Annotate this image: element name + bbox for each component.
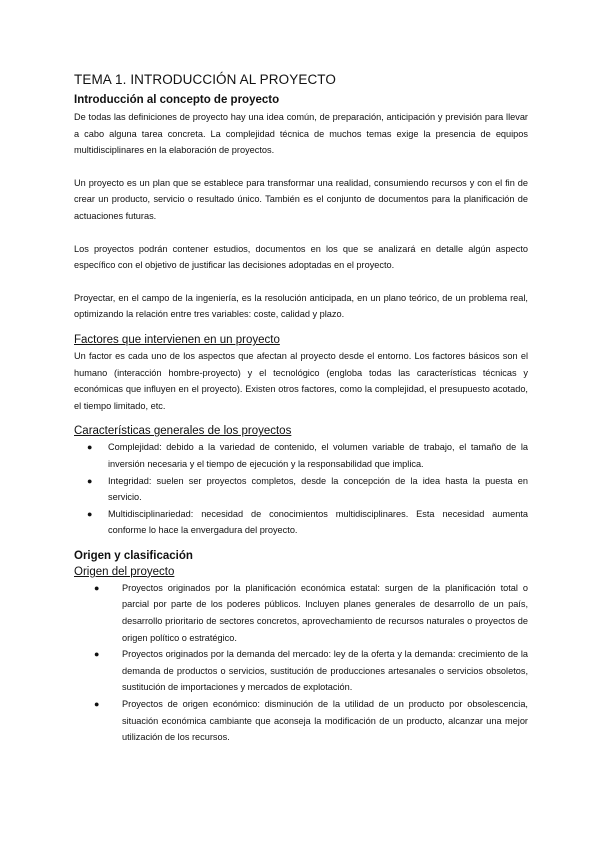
section-heading-origin-classification: Origen y clasificación [74,549,193,562]
document-title: TEMA 1. INTRODUCCIÓN AL PROYECTO [74,72,336,87]
list-item: ● Complejidad: debido a la variedad de contenido, el volumen variable de trabajo, el tamaño de la inversión necesaria y el tiempo de ejecución y la responsabilidad que implica. [74,439,528,472]
bullet-icon: ● [94,699,100,710]
paragraph: Los proyectos podrán contener estudios, documentos en los que se analizará en detalle algún aspecto específico con el objetivo de justificar las decisiones adoptadas en el proyecto. [74,243,528,271]
list-item: ● Proyectos originados por la demanda del mercado: ley de la oferta y la demanda: crecimiento de la demanda de productos o servicios, sustitución de producciones artesanales o servicios obsoletos, sustitución de importaciones y mercados de explotación. [74,646,528,696]
paragraph: De todas las definiciones de proyecto hay una idea común, de preparación, anticipación y previsión para llevar a cabo alguna tarea concreta. La complejidad técnica de muchos temas exige la presencia de equipos multidisciplinares en la elaboración de proyectos. [74,112,528,156]
list-item: ● Multidisciplinariedad: necesidad de conocimientos multidisciplinares. Esta necesidad aumenta conforme lo hace la envergadura del proyecto. [74,506,528,539]
paragraph: Proyectar, en el campo de la ingeniería, es la resolución anticipada, en un plano teórico, de un problema real, optimizando la relación entre tres variables: coste, calidad y plazo. [74,292,528,320]
document-content [74,72,528,746]
paragraph: Un proyecto es un plan que se establece para transformar una realidad, consumiendo recursos y con el fin de crear un producto, servicio o resultado único. También es el conjunto de documentos para la planificación de actuaciones futuras. [74,177,528,221]
section-heading-concept: Introducción al concepto de proyecto [74,94,280,106]
paragraph: Un factor es cada uno de los aspectos que afectan al proyecto desde el entorno. Los factores básicos son el humano (interacción hombre-proyecto) y el tecnológico (engloba todas las características técnicas y económicas que influyen en el proyecto). Existen otros factores, como la complejidad, el presupuesto acotado, el tiempo limitado, etc. [74,350,528,411]
list-item: ● Proyectos originados por la planificación económica estatal: surgen de la planificación total o parcial por parte de los poderes públicos. Incluyen planes generales de desarrollo de un país, desarrollo prioritario de sectores concretos, aprovechamiento de recursos naturales o proyectos de origen político o estratégico. [74,580,528,646]
origin-list [74,580,528,746]
bullet-icon: ● [87,475,93,486]
characteristics-list [74,439,528,539]
bullet-icon: ● [94,649,100,660]
bullet-icon: ● [94,582,100,593]
section-heading-factors: Factores que intervienen en un proyecto [74,333,280,346]
subsection-heading-origin: Origen del proyecto [74,565,175,578]
list-item: ● Proyectos de origen económico: disminución de la utilidad de un producto por obsolescencia, situación económica cambiante que aconseja la modificación de un producto, alcanzar una mejor utilización de los recursos. [74,696,528,746]
bullet-icon: ● [87,442,93,453]
bullet-icon: ● [87,508,93,519]
section-heading-characteristics: Características generales de los proyectos [74,425,292,438]
list-item: ● Integridad: suelen ser proyectos completos, desde la concepción de la idea hasta la puesta en servicio. [74,473,528,506]
